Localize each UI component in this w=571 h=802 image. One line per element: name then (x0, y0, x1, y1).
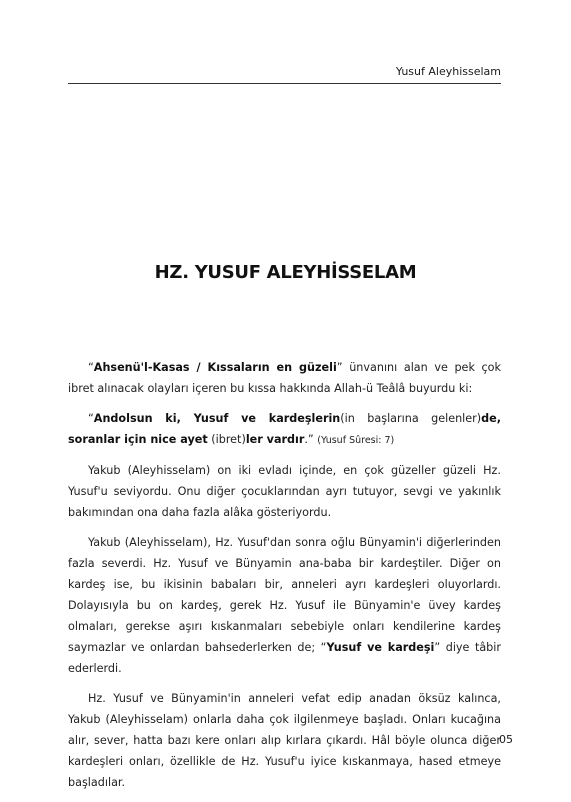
bold-phrase: Andolsun ki, Yusuf ve kardeşlerin (93, 412, 341, 425)
paragraph-text: (in başlarına gelenler) (340, 412, 482, 425)
verse-reference: (Yusuf Sûresi: 7) (317, 435, 395, 446)
paragraph-4 (68, 532, 501, 679)
running-header (68, 63, 501, 84)
paragraph-5: Hz. Yusuf ve Bünyamin'in anneleri vefat edip anadan öksüz kalınca, Yakub (Aleyhisselam) onlarla daha çok ilgilenmeye başladı. Onları kucağına alır, sever, hatta bazı kere onları alıp kırlara çıkardı. Hâl böyle olunca diğer kardeşleri onları, özellikle de Hz. Yusuf'u iyice kıskanmaya, hased etmeye başladılar. (68, 692, 501, 789)
paragraph-text: .” (304, 433, 318, 446)
chapter-title: HZ. YUSUF ALEYHİSSELAM (154, 262, 417, 283)
paragraph-1 (68, 357, 501, 399)
paragraph-3: Yakub (Aleyhisselam) on iki evladı içinde, en çok güzeller güzeli Hz. Yusuf'u seviyordu. Onu diğer çocuklarından ayrı tutuyor, sevgi ve yakınlık bakımından ona daha fazla alâka gösteriyordu. (68, 464, 501, 519)
paragraph-2-quote (68, 408, 501, 451)
bold-phrase: de, soranlar için nice ayet (68, 412, 501, 446)
running-header-text: Yusuf Aleyhisselam (395, 65, 501, 78)
bold-phrase: Yusuf ve kardeşi (326, 641, 435, 654)
open-quote: “ (88, 361, 94, 374)
bold-phrase: ler vardır (245, 433, 305, 446)
bold-phrase: Ahsenü'l-Kasas / Kıssaların en güzeli (93, 361, 337, 374)
open-quote: “ (88, 412, 94, 425)
page-number: 05 (499, 733, 513, 746)
body-text (68, 357, 501, 802)
paragraph-text: ” ünvanını alan ve pek çok ibret alınacak olayları içeren bu kıssa hakkında Allah-ü Teâlâ buyurdu ki: (68, 361, 501, 395)
paragraph-text: ” diye tâbir ederlerdi. (68, 641, 501, 675)
paragraph-text: (ibret) (207, 433, 246, 446)
paragraph-text: Yakub (Aleyhisselam), Hz. Yusuf'dan sonra oğlu Bünyamin'i diğerlerinden fazla severdi. Hz. Yusuf ve Bünyamin ana-baba bir kardeştiler. Diğer on kardeş ise, bu ikisinin babaları bir, anneleri ayrı kardeşleri oluyorlardı. Dolayısıyla bu on kardeş, gerek Hz. Yusuf ile Bünyamin'e üvey kardeş olmaları, gerekse aşırı kıskanmaları sebebiyle onları kendilerine kardeş saymazlar ve onlardan bahsederlerken de; “ (68, 536, 501, 654)
